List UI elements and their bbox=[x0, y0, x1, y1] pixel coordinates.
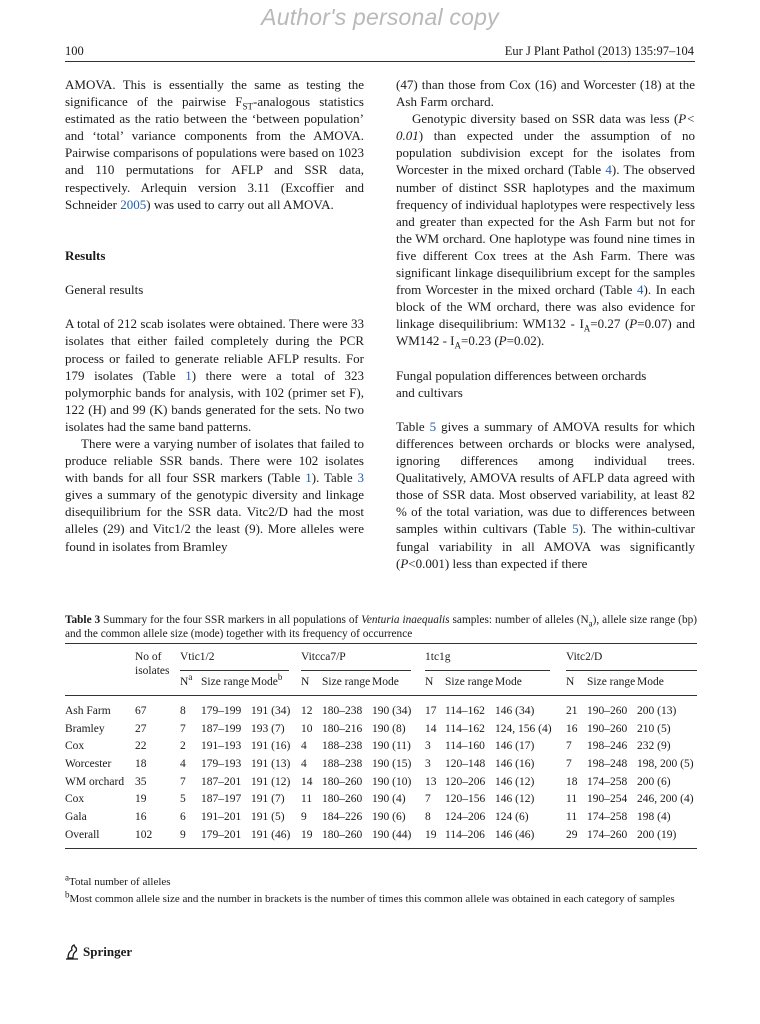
table-cell: 190 (44) bbox=[372, 828, 412, 841]
table-cell: 188–238 bbox=[322, 758, 363, 771]
table-link[interactable]: 5 bbox=[429, 418, 437, 434]
table-cell: 17 bbox=[425, 705, 437, 717]
table-cell: 14 bbox=[425, 722, 437, 735]
table-cell: 191 (12) bbox=[251, 775, 291, 788]
row-label: Gala bbox=[65, 811, 87, 824]
table-cell: 174–258 bbox=[587, 811, 628, 824]
table-row bbox=[65, 776, 697, 794]
table-link[interactable]: 4 bbox=[605, 162, 612, 178]
table-cell: 124 (6) bbox=[495, 811, 529, 824]
table-cell: 21 bbox=[566, 705, 578, 717]
table-cell: 198–246 bbox=[587, 740, 628, 753]
table-row bbox=[65, 723, 697, 741]
table-cell: 200 (19) bbox=[637, 828, 677, 841]
table-cell: 13 bbox=[425, 775, 437, 788]
mode-header: Mode bbox=[372, 675, 399, 688]
table-cell: 9 bbox=[180, 828, 186, 841]
table-cell: 210 (5) bbox=[637, 722, 671, 735]
table-cell: 190 (15) bbox=[372, 758, 412, 771]
table-cell: 190–254 bbox=[587, 793, 628, 806]
table-cell: 191 (16) bbox=[251, 740, 291, 753]
table-cell: 19 bbox=[425, 828, 437, 841]
row-label: WM orchard bbox=[65, 775, 125, 788]
size-header: Size range bbox=[587, 675, 636, 688]
left-column bbox=[65, 76, 364, 555]
table-cell: 190 (6) bbox=[372, 811, 406, 824]
table-row bbox=[65, 705, 697, 723]
table-row bbox=[65, 793, 697, 811]
table-cell: 200 (13) bbox=[637, 705, 677, 717]
table-cell: 18 bbox=[566, 775, 578, 788]
table-cell: 120–156 bbox=[445, 793, 486, 806]
table-cell: 191 (5) bbox=[251, 811, 285, 824]
table-cell: 114–206 bbox=[445, 828, 485, 841]
table-cell: 6 bbox=[180, 811, 186, 824]
table-cell: 246, 200 (4) bbox=[637, 793, 694, 806]
table-cell: 7 bbox=[180, 775, 186, 788]
paragraph-bramley: (47) than those from Cox (16) and Worcester (18) at the Ash Farm orchard. bbox=[396, 77, 695, 110]
table-cell: 187–201 bbox=[201, 775, 242, 788]
table-cell: 232 (9) bbox=[637, 740, 671, 753]
paragraph-amova: AMOVA. This is essentially the same as testing the significance of the pairwise $F_{ST}$-analogous statistics estimated as the ratio between the ‘between population’ and ‘total’ variance components from the AMOVA. Pairwise comparisons of populations were based on 1023 and 110 permutations for AFLP and SSR data, respectively. Arlequin version 3.11 (Excoffier and Schneider 2005) was used to carry out all AMOVA. bbox=[65, 77, 364, 212]
marker-header: Vitc2/D bbox=[566, 651, 697, 671]
row-label: Cox bbox=[65, 793, 85, 806]
table-cell: 193 (7) bbox=[251, 722, 285, 735]
table-cell: 187–199 bbox=[201, 722, 242, 735]
table-cell: 7 bbox=[425, 793, 431, 806]
footnote-b: $^b$Most common allele size and the number in brackets is the number of times this common allele was obtained in each category of samples bbox=[65, 889, 675, 905]
table-cell: 180–260 bbox=[322, 775, 363, 788]
table-cell: 198–248 bbox=[587, 758, 628, 771]
table-cell: 114–160 bbox=[445, 740, 485, 753]
row-label: Worcester bbox=[65, 758, 112, 771]
table-link[interactable]: 1 bbox=[185, 367, 192, 383]
row-label: Bramley bbox=[65, 722, 105, 735]
table-cell: 180–238 bbox=[322, 705, 363, 717]
table-cell: 3 bbox=[425, 758, 431, 771]
table-cell: 124, 156 (4) bbox=[495, 722, 552, 735]
springer-horse-icon bbox=[65, 944, 79, 960]
table-cell: 102 bbox=[135, 828, 153, 841]
table-cell: 188–238 bbox=[322, 740, 363, 753]
table-cell: 191 (7) bbox=[251, 793, 285, 806]
fungal-differences-heading: Fungal population differences between orchards and cultivars bbox=[396, 367, 647, 400]
watermark: Author's personal copy bbox=[261, 4, 499, 30]
mode-header: Mode bbox=[495, 675, 522, 688]
table-cell: 191–193 bbox=[201, 740, 242, 753]
table-cell: 191 (46) bbox=[251, 828, 291, 841]
table-cell: 16 bbox=[566, 722, 578, 735]
size-header: Size range bbox=[322, 675, 371, 688]
results-heading: Results bbox=[65, 247, 106, 263]
table-cell: 18 bbox=[135, 758, 147, 771]
table-link[interactable]: 4 bbox=[637, 282, 644, 298]
table-cell: 184–226 bbox=[322, 811, 363, 824]
table-cell: 146 (34) bbox=[495, 705, 535, 717]
header-rule bbox=[65, 61, 695, 62]
row-label: Ash Farm bbox=[65, 705, 111, 717]
marker-header: 1tc1g bbox=[425, 651, 550, 671]
table-cell: 180–216 bbox=[322, 722, 363, 735]
table-cell: 124–206 bbox=[445, 811, 486, 824]
table-link[interactable]: 3 bbox=[357, 470, 365, 486]
table-cell: 19 bbox=[301, 828, 313, 841]
table-cell: 11 bbox=[566, 793, 578, 806]
n-header: N bbox=[566, 675, 575, 688]
ssr-summary-table bbox=[65, 643, 697, 849]
table-cell: 10 bbox=[301, 722, 313, 735]
table-cell: 4 bbox=[301, 740, 307, 753]
table-cell: 35 bbox=[135, 775, 147, 788]
table-cell: 9 bbox=[301, 811, 307, 824]
journal-citation: Eur J Plant Pathol (2013) 135:97–104 bbox=[504, 44, 694, 58]
table-header-row bbox=[65, 644, 697, 671]
table-cell: 7 bbox=[566, 740, 572, 753]
table-cell: 11 bbox=[566, 811, 578, 824]
mode-header: Mode$^b$ bbox=[251, 671, 283, 688]
table-cell: 16 bbox=[135, 811, 147, 824]
table-cell: 7 bbox=[566, 758, 572, 771]
table-cell: 67 bbox=[135, 705, 147, 717]
table-cell: 179–201 bbox=[201, 828, 242, 841]
right-column bbox=[396, 76, 695, 572]
table-cell: 174–260 bbox=[587, 828, 628, 841]
table-cell: 2 bbox=[180, 740, 186, 753]
table-cell: 114–162 bbox=[445, 705, 485, 717]
paragraph-general: A total of 212 scab isolates were obtained. There were 33 isolates that either failed completely during the PCR process or failed to generate reliable AFLP results. For 179 isolates (Table 1) there were a total of 323 polymorphic bands for analysis, with 102 (primer set F), 122 (H) and 99 (K) bands generated for the sets. No two isolates had the same band patterns. bbox=[65, 316, 364, 434]
table-cell: 14 bbox=[301, 775, 313, 788]
table-cell: 191–201 bbox=[201, 811, 242, 824]
table-cell: 174–258 bbox=[587, 775, 628, 788]
table-cell: 146 (16) bbox=[495, 758, 535, 771]
table-cell: 190–260 bbox=[587, 705, 628, 717]
table-cell: 146 (46) bbox=[495, 828, 535, 841]
table-cell: 187–197 bbox=[201, 793, 242, 806]
table-cell: 191 (34) bbox=[251, 705, 291, 717]
table-cell: 4 bbox=[180, 758, 186, 771]
size-header: Size range bbox=[445, 675, 494, 688]
table-row bbox=[65, 758, 697, 776]
table-cell: 4 bbox=[301, 758, 307, 771]
table-cell: 190 (10) bbox=[372, 775, 412, 788]
table-cell: 146 (12) bbox=[495, 793, 535, 806]
table-cell: 180–260 bbox=[322, 793, 363, 806]
n-header: N bbox=[425, 675, 434, 688]
table-row bbox=[65, 829, 697, 847]
table-cell: 190 (8) bbox=[372, 722, 406, 735]
general-results-heading: General results bbox=[65, 282, 144, 298]
table-cell: 200 (6) bbox=[637, 775, 671, 788]
table-link[interactable]: 1 bbox=[305, 470, 312, 486]
table-cell: 198 (4) bbox=[637, 811, 671, 824]
table-cell: 3 bbox=[425, 740, 431, 753]
table-cell: 5 bbox=[180, 793, 186, 806]
table-cell: 12 bbox=[301, 705, 313, 717]
table-caption: Table 3 Summary for the four SSR markers in all populations of Venturia inaequalis samples: number of alleles $(N_a)$, allele size range (bp) and the common allele size (mode) together with its frequency of occurrence bbox=[65, 614, 697, 641]
table-cell: 114–162 bbox=[445, 722, 485, 735]
table-cell: 8 bbox=[180, 705, 186, 717]
table-cell: 11 bbox=[301, 793, 313, 806]
table-cell: 198, 200 (5) bbox=[637, 758, 694, 771]
table-cell: 190–260 bbox=[587, 722, 628, 735]
table-cell: 120–148 bbox=[445, 758, 486, 771]
table-cell: 191 (13) bbox=[251, 758, 291, 771]
row-label: Cox bbox=[65, 740, 85, 753]
n-header: N bbox=[301, 675, 310, 688]
table-cell: 146 (12) bbox=[495, 775, 535, 788]
marker-header: Vitcca7/P bbox=[301, 651, 411, 671]
n-header: $N^a$ bbox=[180, 671, 193, 688]
paragraph-genotypic: Genotypic diversity based on SSR data was less (P< 0.01) than expected under the assumption of no population subdivision except for the isolates from Worcester in the mixed orchard (Table 4). The observed number of distinct SSR haplotypes and the maximum frequency of individual haplotypes were respectively less and greater than expected for the Ash Farm but not for the WM orchard. One haplotype was found nine times in five different Cox trees at the Ash Farm. There was significant linkage disequilibrium except for the samples from Worcester in the mixed orchard (Table 4). In each block of the WM orchard, there was also evidence for linkage disequilibrium: $WM132 - I_A=0.27$ (P=0.07) and $WM142 - I_A=0.23$ (P=0.02). bbox=[396, 111, 695, 351]
table-cell: 120–206 bbox=[445, 775, 486, 788]
paragraph-ssr: There were a varying number of isolates that failed to produce reliable SSR bands. There were 102 isolates with bands for all four SSR markers (Table 1). Table 3 gives a summary of the genotypic diversity and linkage disequilibrium for the SSR data. Vitc2/D had the most alleles (29) and Vitc1/2 the least (9). More alleles were found in isolates from Bramley bbox=[65, 435, 365, 554]
table-cell: 146 (17) bbox=[495, 740, 535, 753]
publisher-logo bbox=[65, 944, 132, 960]
table-cell: 179–193 bbox=[201, 758, 242, 771]
footnote-a: $^a$Total number of alleles bbox=[65, 872, 171, 888]
table-cell: 190 (34) bbox=[372, 705, 412, 717]
table-row bbox=[65, 811, 697, 829]
reference-link[interactable]: 2005 bbox=[120, 196, 147, 212]
table-cell: 8 bbox=[425, 811, 431, 824]
mode-header: Mode bbox=[637, 675, 664, 688]
paragraph-amova-results: Table 5 gives a summary of AMOVA results for which differences between orchards or blocks were analysed, ignoring differences among individual trees. Qualitatively, AMOVA results of AFLP data agreed with those of SSR data. Most observed variability, at least 82 % of the total variation, was due to differences between samples within cultivars (Table 5). The within-cultivar fungal variability in all AMOVA was significantly (P<0.001) less than expected if there bbox=[396, 418, 696, 571]
table-link[interactable]: 5 bbox=[572, 521, 579, 537]
table-cell: 22 bbox=[135, 740, 147, 753]
table-cell: 7 bbox=[180, 722, 186, 735]
table-cell: 27 bbox=[135, 722, 147, 735]
publisher-name: Springer bbox=[83, 944, 133, 959]
table-row bbox=[65, 740, 697, 758]
table-cell: 19 bbox=[135, 793, 147, 806]
size-header: Size range bbox=[201, 675, 250, 688]
table-cell: 29 bbox=[566, 828, 578, 841]
table-cell: 180–260 bbox=[322, 828, 363, 841]
row-label: Overall bbox=[65, 828, 100, 841]
table-cell: 190 (4) bbox=[372, 793, 406, 806]
table-cell: 190 (11) bbox=[372, 740, 411, 753]
table-cell: 179–199 bbox=[201, 705, 242, 717]
page-number: 100 bbox=[65, 44, 84, 58]
isolates-header: No of isolates bbox=[135, 651, 170, 677]
marker-header: Vtic1/2 bbox=[180, 651, 289, 671]
